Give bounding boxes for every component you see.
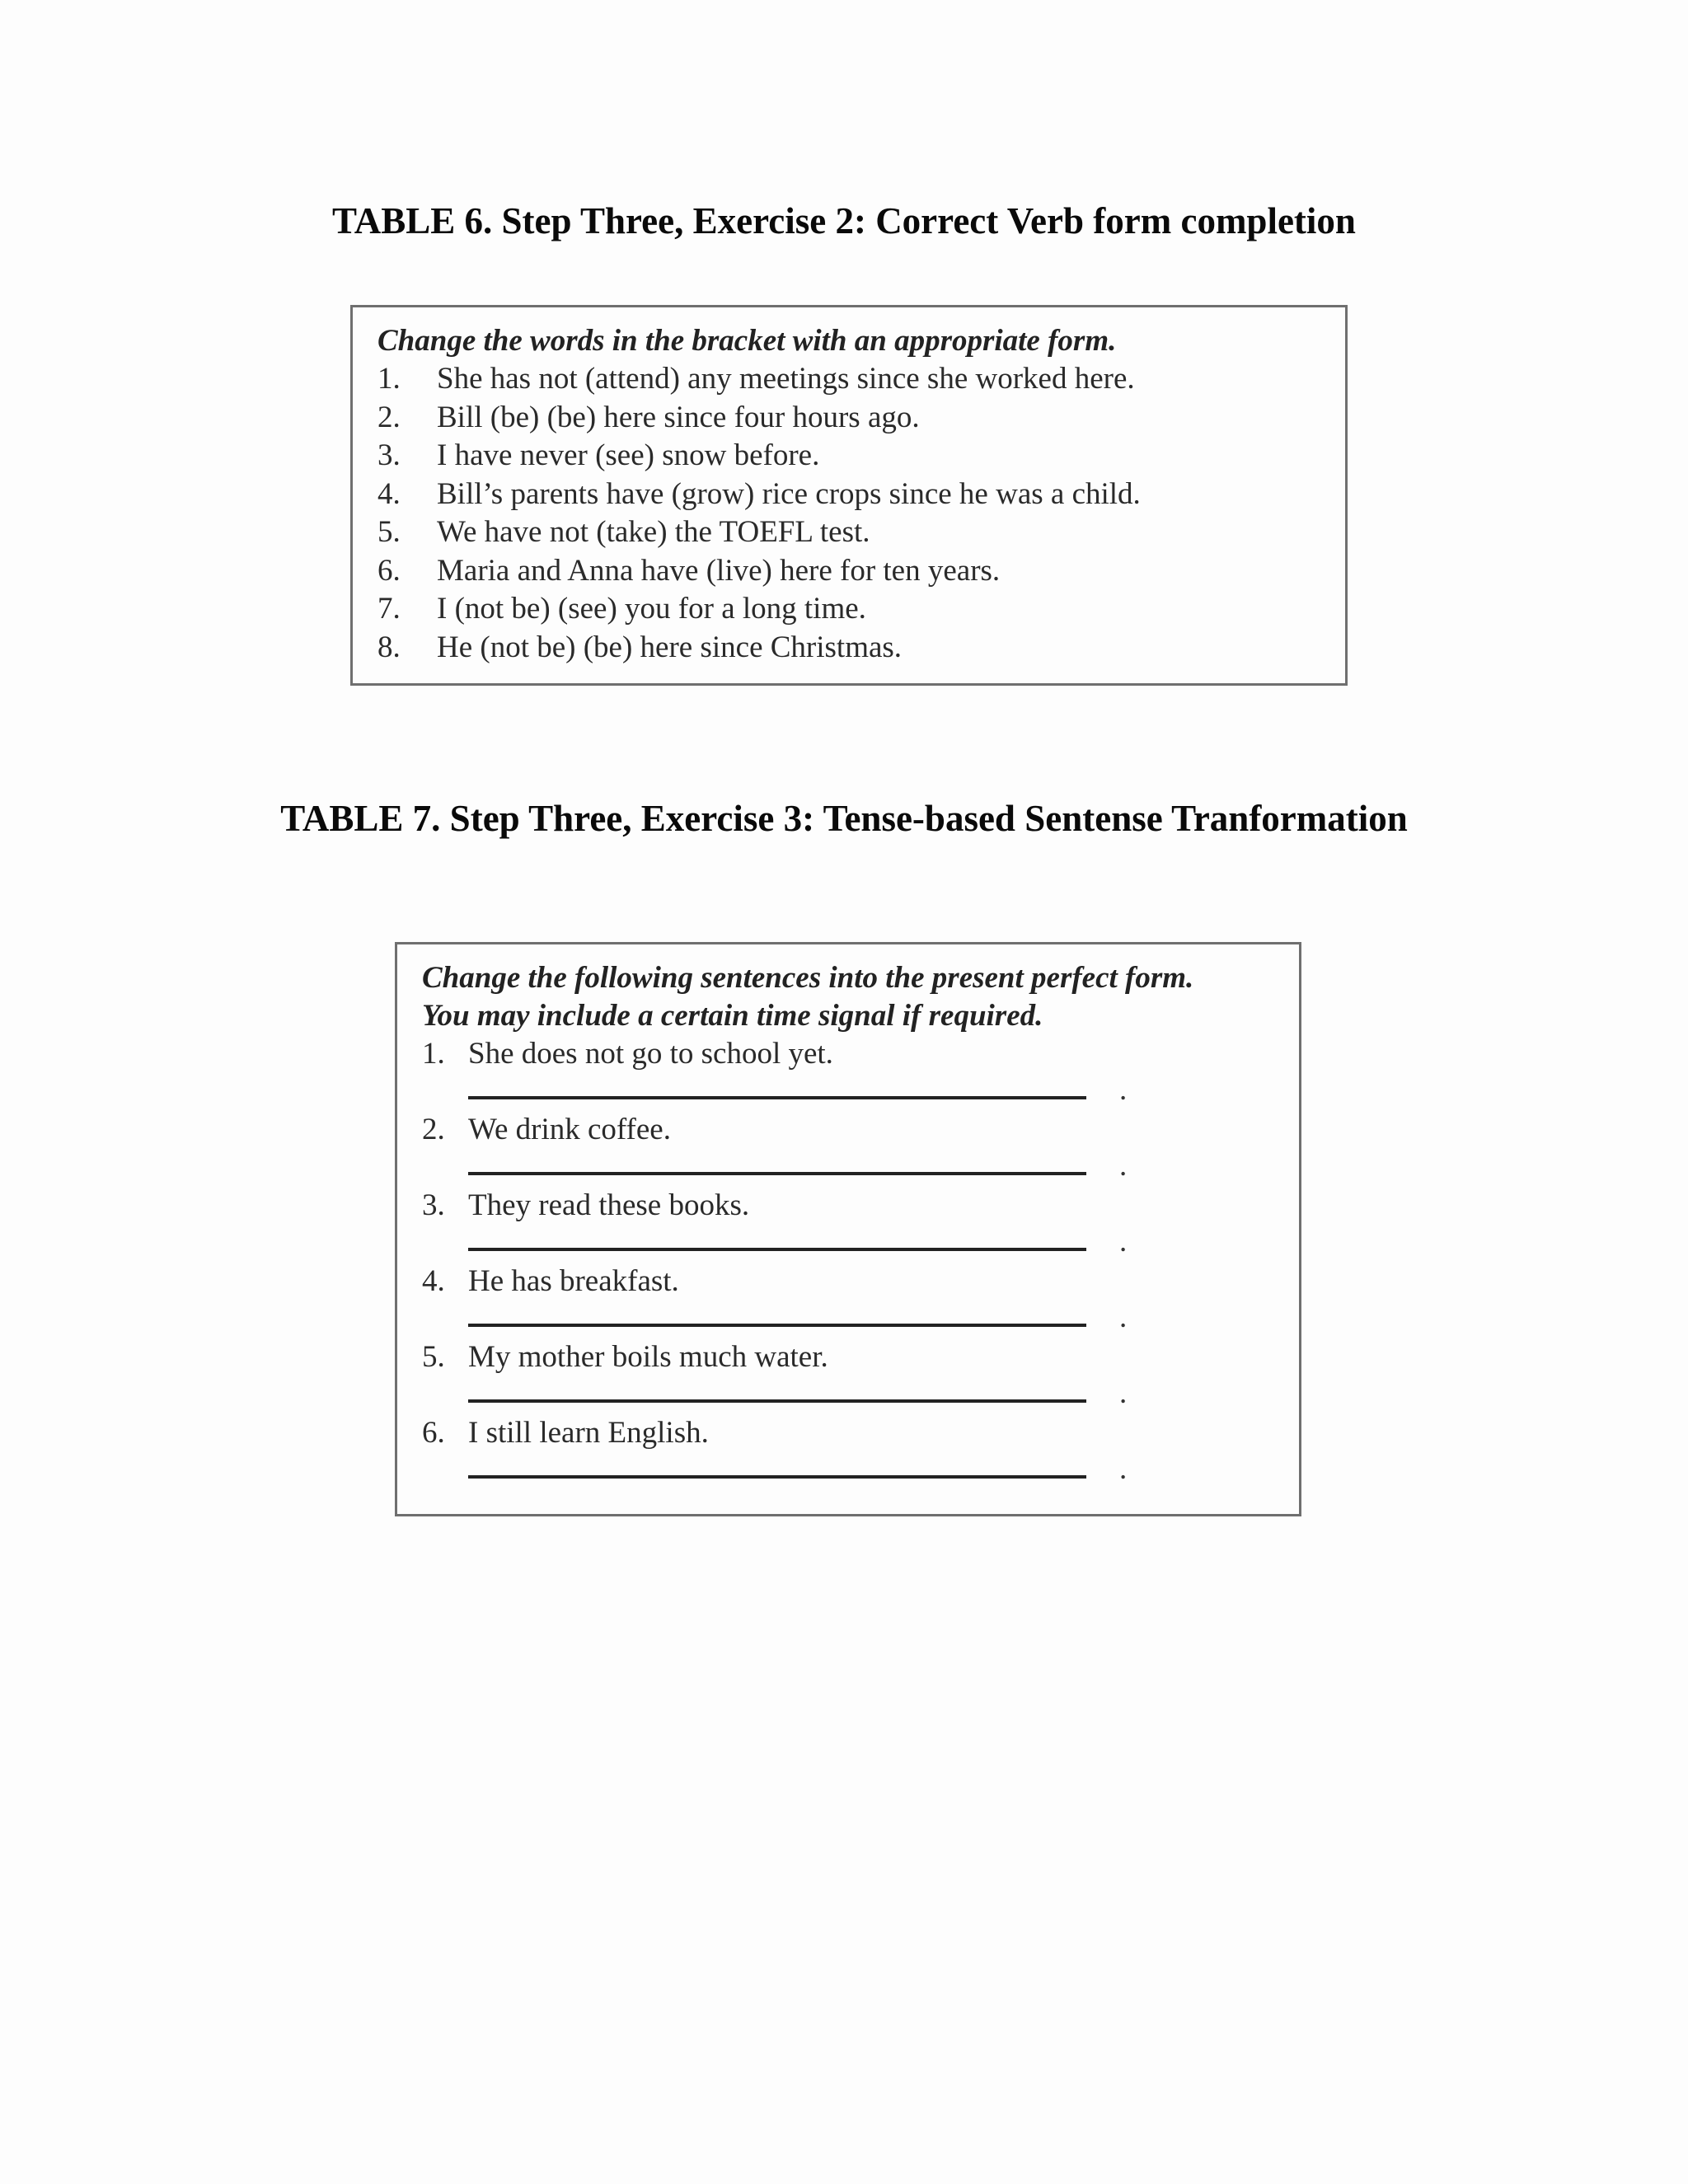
exercise-2-item bbox=[377, 590, 1320, 629]
item-text: Maria and Anna have (live) here for ten years. bbox=[437, 553, 1001, 588]
answer-blank[interactable] bbox=[468, 1225, 1274, 1263]
exercise-2-item bbox=[377, 476, 1320, 514]
exercise-3-item bbox=[422, 1263, 1274, 1301]
answer-period: . bbox=[1119, 1301, 1128, 1334]
answer-blank[interactable] bbox=[468, 1376, 1274, 1414]
item-text: My mother boils much water. bbox=[468, 1340, 828, 1374]
exercise-3-item bbox=[422, 1111, 1274, 1149]
exercise-2-item bbox=[377, 360, 1320, 399]
exercise-2-item bbox=[377, 629, 1320, 668]
exercise-3-box bbox=[395, 942, 1301, 1516]
item-text: Bill’s parents have (grow) rice crops since he was a child. bbox=[437, 476, 1141, 511]
item-number: 4. bbox=[377, 476, 401, 511]
item-text: Bill (be) (be) here since four hours ago. bbox=[437, 400, 920, 434]
exercise-2-instruction: Change the words in the bracket with an appropriate form. bbox=[377, 324, 1117, 358]
answer-underline bbox=[468, 1096, 1086, 1099]
exercise-3-instruction-line-1: Change the following sentences into the present perfect form. bbox=[422, 961, 1194, 995]
item-number: 2. bbox=[377, 400, 401, 434]
item-number: 3. bbox=[422, 1188, 445, 1222]
item-number: 1. bbox=[422, 1037, 445, 1071]
answer-underline bbox=[468, 1399, 1086, 1403]
exercise-2-box bbox=[350, 305, 1348, 686]
item-number: 7. bbox=[377, 592, 401, 626]
item-text: I have never (see) snow before. bbox=[437, 438, 820, 472]
exercise-3-item bbox=[422, 1035, 1274, 1073]
item-text: She does not go to school yet. bbox=[468, 1037, 833, 1071]
item-text: They read these books. bbox=[468, 1188, 750, 1222]
exercise-3-item bbox=[422, 1187, 1274, 1225]
answer-period: . bbox=[1119, 1073, 1128, 1107]
answer-underline bbox=[468, 1248, 1086, 1251]
answer-period: . bbox=[1119, 1376, 1128, 1410]
table-6-caption: TABLE 6. Step Three, Exercise 2: Correct Verb form completion bbox=[332, 200, 1356, 241]
answer-period: . bbox=[1119, 1149, 1128, 1183]
item-text: He has breakfast. bbox=[468, 1264, 679, 1298]
exercise-2-item bbox=[377, 513, 1320, 552]
answer-period: . bbox=[1119, 1452, 1128, 1486]
item-text: I (not be) (see) you for a long time. bbox=[437, 592, 866, 626]
item-text: I still learn English. bbox=[468, 1416, 709, 1450]
item-text: We drink coffee. bbox=[468, 1113, 671, 1146]
table-7-caption: TABLE 7. Step Three, Exercise 3: Tense-based Sentense Tranformation bbox=[280, 798, 1408, 839]
item-text: We have not (take) the TOEFL test. bbox=[437, 515, 870, 549]
item-text: She has not (attend) any meetings since she worked here. bbox=[437, 362, 1135, 396]
item-number: 1. bbox=[377, 362, 401, 396]
item-number: 4. bbox=[422, 1264, 445, 1298]
answer-period: . bbox=[1119, 1225, 1128, 1258]
answer-blank[interactable] bbox=[468, 1073, 1274, 1111]
item-number: 2. bbox=[422, 1113, 445, 1146]
exercise-3-item bbox=[422, 1414, 1274, 1452]
exercise-2-item bbox=[377, 437, 1320, 476]
exercise-2-item bbox=[377, 552, 1320, 591]
item-number: 5. bbox=[422, 1340, 445, 1374]
answer-underline bbox=[468, 1324, 1086, 1327]
exercise-3-instruction-line-2: You may include a certain time signal if required. bbox=[422, 999, 1043, 1033]
answer-underline bbox=[468, 1172, 1086, 1175]
item-number: 6. bbox=[377, 553, 401, 588]
answer-blank[interactable] bbox=[468, 1149, 1274, 1187]
item-number: 3. bbox=[377, 438, 401, 472]
item-number: 5. bbox=[377, 515, 401, 549]
item-number: 6. bbox=[422, 1416, 445, 1450]
exercise-2-item bbox=[377, 399, 1320, 438]
answer-blank[interactable] bbox=[468, 1301, 1274, 1338]
exercise-3-item bbox=[422, 1338, 1274, 1376]
answer-blank[interactable] bbox=[468, 1452, 1274, 1490]
answer-underline bbox=[468, 1475, 1086, 1479]
item-text: He (not be) (be) here since Christmas. bbox=[437, 630, 903, 664]
item-number: 8. bbox=[377, 630, 401, 664]
